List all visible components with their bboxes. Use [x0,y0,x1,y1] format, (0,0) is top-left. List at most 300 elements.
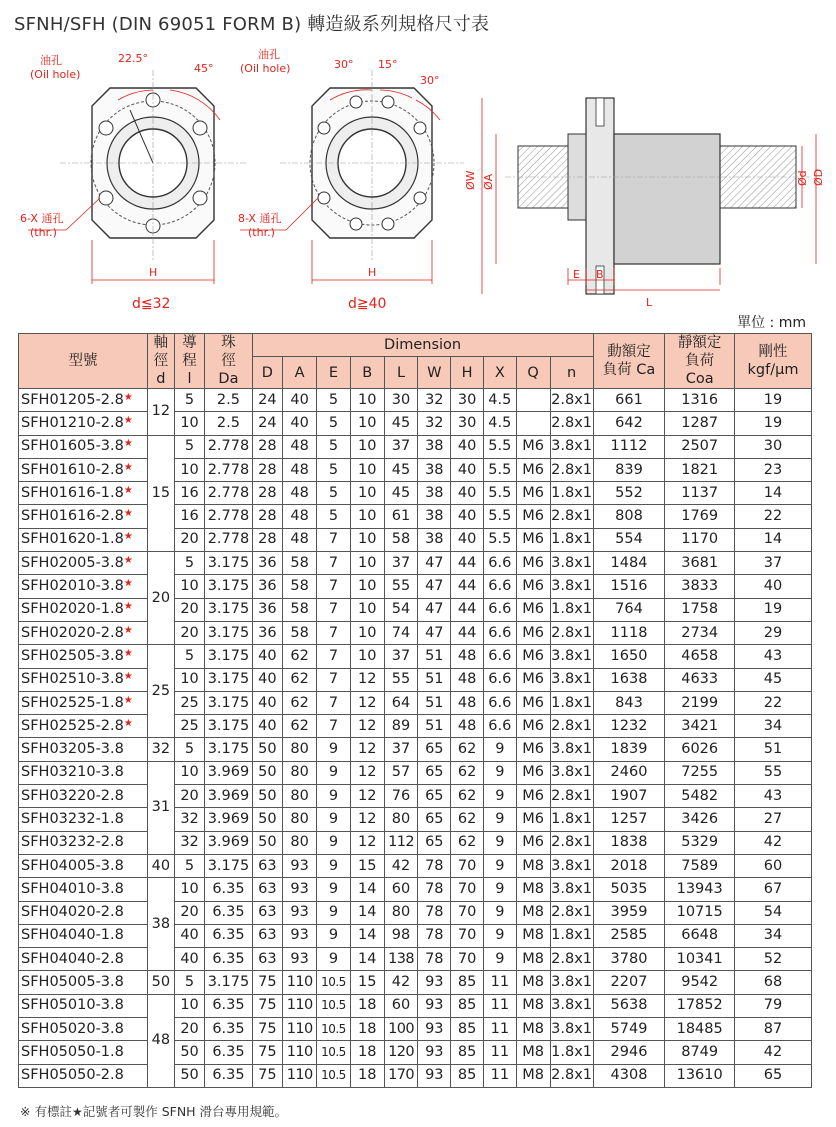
cell-coa: 7255 [665,761,735,784]
cell-W: 78 [418,948,451,971]
cell-l: 5 [174,854,205,877]
cell-X: 9 [483,831,516,854]
header-model: 型號 [19,334,148,389]
cell-da: 3.175 [205,971,252,994]
cell-D: 36 [252,621,283,644]
cell-A: 58 [283,598,317,621]
cell-D: 28 [252,435,283,458]
cell-Q: M8 [516,1018,550,1041]
flange-front-view-large [240,70,464,284]
table-row [19,994,812,1017]
table-row [19,575,812,598]
star-mark: ★ [123,391,133,403]
table-row [19,1041,812,1064]
cell-H: 62 [451,785,484,808]
cell-A: 62 [283,691,317,714]
cell-W: 65 [418,808,451,831]
cell-da: 6.35 [205,924,252,947]
cell-coa: 6026 [665,738,735,761]
header-dim-e: E [317,357,351,389]
cell-W: 38 [418,505,451,528]
cell-coa: 9542 [665,971,735,994]
cell-E: 7 [317,645,351,668]
cell-X: 4.5 [483,389,516,412]
cell-Q: M6 [516,552,550,575]
cell-n: 1.8x1 [550,482,593,505]
cell-H: 40 [451,435,484,458]
cell-H: 48 [451,691,484,714]
cell-X: 6.6 [483,575,516,598]
cell-A: 110 [283,994,317,1017]
cell-H: 85 [451,1064,484,1087]
shaft-diameter-cell: 20 [148,552,175,645]
cell-E: 7 [317,575,351,598]
cell-D: 63 [252,924,283,947]
cell-H: 48 [451,645,484,668]
cell-X: 5.5 [483,505,516,528]
cell-D: 50 [252,831,283,854]
cell-E: 9 [317,785,351,808]
cell-A: 80 [283,738,317,761]
cell-H: 70 [451,901,484,924]
cell-A: 80 [283,808,317,831]
cell-Q: M6 [516,808,550,831]
cell-ca: 843 [593,691,665,714]
cell-da: 6.35 [205,1041,252,1064]
cell-A: 40 [283,412,317,435]
cell-k: 87 [735,1018,812,1041]
footnote: ※ 有標註★記號者可製作 SFNH 滑台專用規範。 [20,1104,288,1119]
shaft-diameter-cell: 48 [148,994,175,1087]
a-dimension-label: ØA [482,173,495,190]
cell-L: 76 [384,785,418,808]
cell-coa: 1170 [665,528,735,551]
shaft-diameter-cell: 32 [148,738,175,761]
cell-X: 9 [483,761,516,784]
cell-W: 51 [418,668,451,691]
cell-E: 5 [317,412,351,435]
cell-L: 55 [384,575,418,598]
cell-B: 15 [350,971,384,994]
cell-X: 6.6 [483,621,516,644]
cell-B: 12 [350,738,384,761]
cell-Q: M6 [516,691,550,714]
model-cell: SFH04005-3.8 [19,854,148,877]
angle-label-2-left: 45° [194,62,214,75]
cell-Q: M8 [516,971,550,994]
cell-L: 138 [384,948,418,971]
cell-L: 42 [384,854,418,877]
h-label-left: H [149,266,158,279]
cell-L: 45 [384,412,418,435]
cell-k: 14 [735,482,812,505]
cell-coa: 3681 [665,552,735,575]
cell-H: 44 [451,621,484,644]
cell-B: 18 [350,994,384,1017]
cell-H: 44 [451,552,484,575]
cell-L: 37 [384,435,418,458]
star-mark: ★ [123,438,133,450]
cell-A: 62 [283,715,317,738]
cell-A: 58 [283,575,317,598]
cell-D: 28 [252,505,283,528]
cell-ca: 1232 [593,715,665,738]
cell-ca: 1650 [593,645,665,668]
cell-l: 50 [174,1064,205,1087]
header-dim-q: Q [516,357,550,389]
cell-B: 10 [350,458,384,481]
cell-D: 50 [252,761,283,784]
cell-da: 3.175 [205,854,252,877]
cell-A: 40 [283,389,317,412]
header-rigidity: 剛性 kgf/μm [735,334,812,389]
cell-k: 60 [735,854,812,877]
cell-l: 20 [174,1018,205,1041]
cell-H: 70 [451,924,484,947]
cell-W: 51 [418,645,451,668]
header-dim-n: n [550,357,593,389]
cell-X: 5.5 [483,482,516,505]
cell-n: 2.8x1 [550,715,593,738]
cell-n: 2.8x1 [550,1064,593,1087]
cell-H: 44 [451,575,484,598]
cell-n: 3.8x1 [550,994,593,1017]
cell-D: 36 [252,552,283,575]
cell-coa: 5329 [665,831,735,854]
cell-da: 2.778 [205,482,252,505]
cell-l: 20 [174,528,205,551]
cell-ca: 1112 [593,435,665,458]
ball-nut-side-view [482,98,816,294]
cell-k: 51 [735,738,812,761]
cell-coa: 1769 [665,505,735,528]
cell-B: 12 [350,691,384,714]
cell-H: 30 [451,412,484,435]
cell-E: 9 [317,738,351,761]
header-dynamic-load: 動額定 負荷 Ca [593,334,665,389]
cell-l: 40 [174,948,205,971]
table-row [19,1018,812,1041]
cell-W: 93 [418,1064,451,1087]
star-mark: ★ [123,647,133,659]
cell-D: 24 [252,389,283,412]
cell-da: 2.778 [205,435,252,458]
cell-H: 62 [451,808,484,831]
cell-D: 28 [252,482,283,505]
model-cell: SFH03220-2.8 [19,785,148,808]
d-dimension-label: Ød [796,170,809,186]
cell-X: 4.5 [483,412,516,435]
cell-H: 85 [451,994,484,1017]
cell-E: 10.5 [317,1018,351,1041]
cell-E: 9 [317,901,351,924]
cell-E: 5 [317,505,351,528]
model-cell: SFH04010-3.8 [19,878,148,901]
model-cell: SFH02525-1.8★ [19,691,148,714]
l-dimension-label: L [646,296,653,309]
cell-coa: 1821 [665,458,735,481]
cell-H: 62 [451,738,484,761]
table-row [19,761,812,784]
cell-Q: M6 [516,435,550,458]
cell-E: 10.5 [317,971,351,994]
table-row [19,831,812,854]
cell-da: 3.175 [205,598,252,621]
cell-L: 54 [384,598,418,621]
cell-L: 112 [384,831,418,854]
cell-B: 10 [350,598,384,621]
model-cell: SFH03205-3.8 [19,738,148,761]
cell-X: 6.6 [483,598,516,621]
header-ball-diameter: 珠 徑 Da [205,334,252,389]
cell-n: 3.8x1 [550,878,593,901]
cell-k: 19 [735,598,812,621]
header-dim-b: B [350,357,384,389]
cell-W: 47 [418,621,451,644]
cell-H: 70 [451,878,484,901]
cell-da: 6.35 [205,878,252,901]
cell-B: 18 [350,1018,384,1041]
cell-coa: 2734 [665,621,735,644]
cell-ca: 5638 [593,994,665,1017]
cell-da: 6.35 [205,948,252,971]
cell-coa: 1758 [665,598,735,621]
cell-k: 43 [735,645,812,668]
cell-n: 3.8x1 [550,435,593,458]
cell-da: 6.35 [205,1064,252,1087]
cell-l: 10 [174,761,205,784]
cell-L: 74 [384,621,418,644]
cell-da: 2.778 [205,505,252,528]
model-cell: SFH03210-3.8 [19,761,148,784]
cell-n: 2.8x1 [550,458,593,481]
cell-A: 62 [283,668,317,691]
table-row [19,971,812,994]
cell-X: 11 [483,1041,516,1064]
cell-H: 70 [451,948,484,971]
cell-A: 93 [283,854,317,877]
angle-label-3-right: 30° [420,74,440,87]
model-cell: SFH02010-3.8★ [19,575,148,598]
cell-n: 1.8x1 [550,598,593,621]
table-row [19,621,812,644]
cell-D: 63 [252,878,283,901]
cell-D: 36 [252,575,283,598]
model-cell: SFH04040-2.8 [19,948,148,971]
cell-l: 10 [174,994,205,1017]
cell-n: 2.8x1 [550,785,593,808]
cell-H: 62 [451,831,484,854]
shaft-diameter-cell: 12 [148,389,175,436]
header-dimension: Dimension [252,334,593,357]
model-cell: SFH05050-2.8 [19,1064,148,1087]
cell-n: 3.8x1 [550,971,593,994]
header-dim-l: L [384,357,418,389]
model-cell: SFH01610-2.8★ [19,458,148,481]
cell-ca: 1839 [593,738,665,761]
table-row [19,1064,812,1087]
cell-coa: 7589 [665,854,735,877]
cell-L: 42 [384,971,418,994]
cell-Q: M6 [516,668,550,691]
table-row [19,598,812,621]
cell-da: 3.969 [205,808,252,831]
cell-n: 2.8x1 [550,412,593,435]
cell-l: 25 [174,691,205,714]
cell-L: 30 [384,389,418,412]
cell-Q: M6 [516,575,550,598]
model-cell: SFH02510-3.8★ [19,668,148,691]
cell-L: 60 [384,878,418,901]
oil-hole-label-en-left: (Oil hole) [30,68,81,81]
model-cell: SFH04020-2.8 [19,901,148,924]
cell-B: 15 [350,854,384,877]
cell-D: 75 [252,971,283,994]
cell-ca: 2460 [593,761,665,784]
header-dim-x: X [483,357,516,389]
technical-drawings [0,40,836,320]
cell-D: 36 [252,598,283,621]
star-mark: ★ [123,694,133,706]
cell-L: 45 [384,458,418,481]
cell-E: 9 [317,761,351,784]
cell-A: 48 [283,528,317,551]
cell-Q: M6 [516,715,550,738]
cell-W: 38 [418,435,451,458]
cell-l: 5 [174,435,205,458]
cell-W: 93 [418,1041,451,1064]
cell-L: 64 [384,691,418,714]
cell-da: 2.778 [205,528,252,551]
table-row [19,482,812,505]
cell-A: 58 [283,621,317,644]
oil-hole-label-en-right: (Oil hole) [240,62,291,75]
cell-l: 20 [174,621,205,644]
cell-l: 10 [174,412,205,435]
cell-L: 120 [384,1041,418,1064]
cell-n: 1.8x1 [550,924,593,947]
table-row [19,435,812,458]
cell-Q: M6 [516,598,550,621]
cell-W: 47 [418,575,451,598]
cell-B: 10 [350,621,384,644]
cell-B: 14 [350,948,384,971]
cell-da: 3.175 [205,668,252,691]
cell-k: 79 [735,994,812,1017]
cell-H: 30 [451,389,484,412]
cell-H: 62 [451,761,484,784]
star-mark: ★ [123,484,133,496]
cell-da: 6.35 [205,994,252,1017]
table-row [19,691,812,714]
cell-B: 14 [350,924,384,947]
cell-E: 9 [317,854,351,877]
cell-A: 62 [283,645,317,668]
cell-A: 93 [283,901,317,924]
cell-H: 40 [451,528,484,551]
cell-n: 2.8x1 [550,505,593,528]
header-static-load: 靜額定 負荷 Coa [665,334,735,389]
shaft-diameter-cell: 25 [148,645,175,738]
cell-E: 9 [317,831,351,854]
cell-W: 51 [418,715,451,738]
table-row [19,528,812,551]
cell-coa: 8749 [665,1041,735,1064]
cell-coa: 17852 [665,994,735,1017]
cell-D: 40 [252,715,283,738]
cell-X: 9 [483,878,516,901]
cell-coa: 3833 [665,575,735,598]
cell-E: 9 [317,878,351,901]
cell-X: 9 [483,924,516,947]
table-row [19,948,812,971]
cell-n: 1.8x1 [550,1041,593,1064]
cell-k: 54 [735,901,812,924]
cell-A: 48 [283,458,317,481]
cell-L: 61 [384,505,418,528]
cell-l: 20 [174,598,205,621]
cell-D: 75 [252,1018,283,1041]
cell-k: 43 [735,785,812,808]
cell-W: 78 [418,901,451,924]
cell-A: 80 [283,785,317,808]
cell-k: 19 [735,389,812,412]
cell-l: 32 [174,831,205,854]
cell-ca: 1838 [593,831,665,854]
cell-L: 98 [384,924,418,947]
star-mark: ★ [123,554,133,566]
model-cell: SFH02005-3.8★ [19,552,148,575]
cell-n: 3.8x1 [550,552,593,575]
cell-k: 22 [735,691,812,714]
cell-D: 40 [252,668,283,691]
shaft-diameter-cell: 38 [148,878,175,971]
cell-ca: 2018 [593,854,665,877]
cell-E: 10.5 [317,1041,351,1064]
model-cell: SFH02525-2.8★ [19,715,148,738]
cell-X: 11 [483,994,516,1017]
shaft-diameter-cell: 50 [148,971,175,994]
table-row [19,715,812,738]
cell-L: 170 [384,1064,418,1087]
outer-d-dimension-label: ØD [812,168,825,186]
cell-A: 93 [283,924,317,947]
cell-W: 38 [418,458,451,481]
cell-da: 2.5 [205,412,252,435]
shaft-diameter-cell: 40 [148,854,175,877]
cell-W: 65 [418,831,451,854]
cell-da: 3.969 [205,831,252,854]
cell-X: 9 [483,808,516,831]
star-mark: ★ [123,531,133,543]
table-row [19,785,812,808]
cell-E: 5 [317,458,351,481]
header-dim-d-outer: D [252,357,283,389]
cell-X: 5.5 [483,528,516,551]
cell-B: 12 [350,715,384,738]
cell-da: 3.175 [205,552,252,575]
cell-E: 7 [317,668,351,691]
cell-coa: 13943 [665,878,735,901]
cell-A: 48 [283,435,317,458]
model-cell: SFH05005-3.8 [19,971,148,994]
cell-coa: 1137 [665,482,735,505]
cell-X: 9 [483,901,516,924]
cell-D: 75 [252,1064,283,1087]
cell-D: 75 [252,994,283,1017]
cell-k: 52 [735,948,812,971]
cell-l: 20 [174,785,205,808]
